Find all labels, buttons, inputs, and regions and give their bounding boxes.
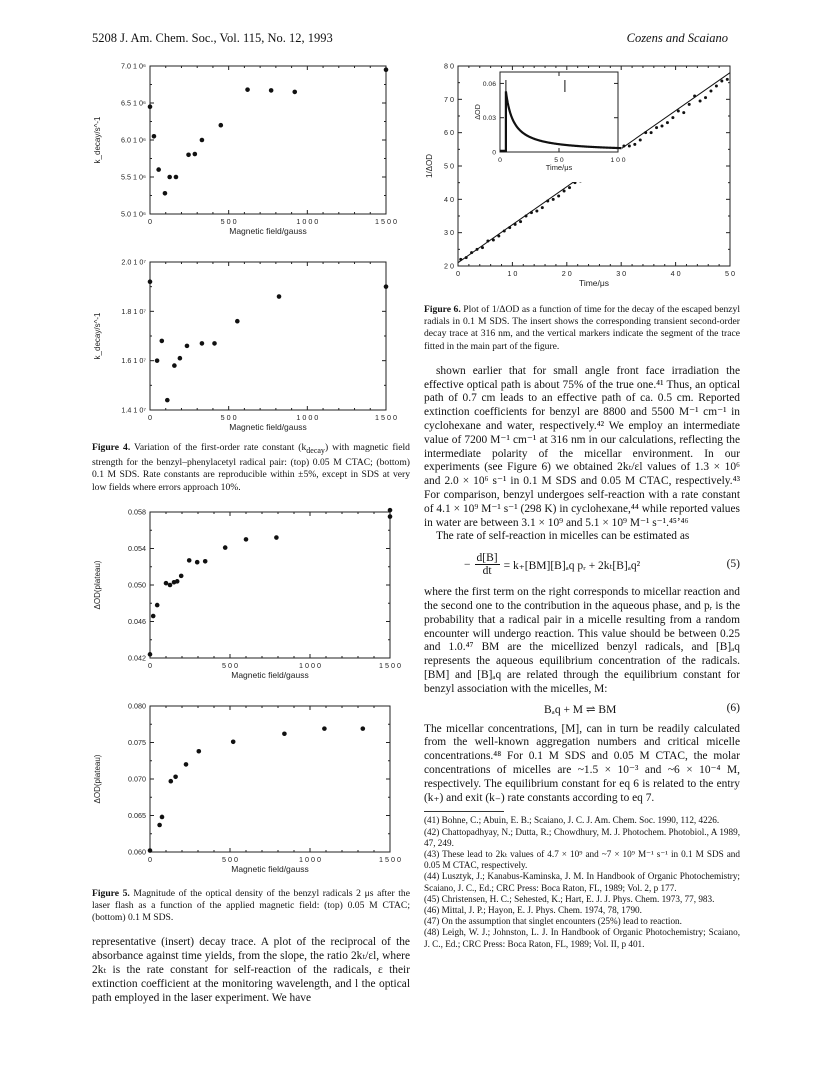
fig4-top-xtick-label: 1 5 0 0 [375, 217, 397, 227]
fig4-bottom-point [200, 341, 205, 346]
fig6-point [476, 248, 479, 251]
fig6-point [508, 226, 511, 229]
fig4-bottom-xtick-label: 0 [148, 413, 152, 423]
fig6-point [497, 235, 500, 238]
fig4-top-xtick-label: 0 [148, 217, 152, 227]
inset-ytick-label: 0.03 [482, 115, 496, 123]
fig4-top-point [200, 138, 205, 143]
fig5-bottom-point [231, 739, 236, 744]
fig6-xtick-label: 0 [456, 269, 460, 279]
fig6-xtick-label: 4 0 [670, 269, 681, 279]
fig4-bottom-point [384, 284, 389, 289]
fig4-top-point [167, 175, 172, 180]
equation-5: − $\frac{d[B]}{dt}$ = k₊[BM][B]ₐq pᵣ + 2kₜ[B]ₐq² (5) [464, 552, 740, 578]
fig5-bottom-ytick-label: 0.070 [128, 774, 146, 784]
figure-4-caption-text: Variation of the first-order rate constant (k [130, 442, 307, 453]
eq6-number: (6) [726, 701, 740, 714]
eq5-numerator: d[B] [476, 552, 498, 565]
figure-4-caption-text2: ) with magnetic field strength for the benzyl–phenylacetyl radical pair: (top) 0.05 M CTAC; (bottom) 0.1 M SDS. Rate constants are reproducible within ±5%, except in SDS at very low fields where errors approach 10%. [92, 442, 410, 493]
fig6-point [552, 198, 555, 201]
fig5-top-xtick-label: 1 5 0 0 [379, 660, 401, 670]
reference-44: (44) Lusztyk, J.; Kanabus-Kaminska, J. M. In Handbook of Organic Photochemistry; Scaiano, J. C., Ed.; CRC Press: Boca Raton, FL, 1989; Vol. 2, p 177. [424, 871, 740, 893]
fig5-top-xtick-label: 5 0 0 [222, 660, 238, 670]
fig4-top-ytick-label: 6.0 1 0⁶ [121, 135, 146, 145]
fig5-bottom-point [148, 848, 153, 853]
inset-xtick-label: 1 0 0 [610, 156, 626, 164]
fig5-bottom-ylabel: ΔOD(plateau) [93, 754, 102, 804]
reference-45: (45) Christensen, H. C.; Sehested, K.; Hart, E. J. J. Phys. Chem. 1973, 77, 983. [424, 893, 715, 904]
fig4-top-point [174, 175, 179, 180]
fig4-bottom-xtick-label: 1 0 0 0 [296, 413, 319, 423]
fig5-bottom-point [197, 749, 202, 754]
fig6-point [682, 111, 685, 114]
fig6-point [628, 145, 631, 148]
fig6-ytick-label: 5 0 [444, 161, 454, 171]
fig6-point [666, 121, 669, 124]
fig4-bottom-ytick-label: 1.4 1 0⁷ [121, 405, 146, 415]
fig4-bottom-point [148, 279, 153, 284]
fig6-xlabel: Time/μs [578, 278, 610, 288]
fig6-point [644, 131, 647, 134]
left-column [92, 58, 410, 1005]
fig4-bottom-xtick-label: 5 0 0 [220, 413, 237, 423]
figure-4-top-chart [92, 58, 410, 240]
inset-xlabel: Time/μs [545, 163, 573, 172]
figure-6-chart [424, 58, 740, 294]
fig4-top-xtick-label: 5 0 0 [220, 217, 237, 227]
running-header-left: 5208 J. Am. Chem. Soc., Vol. 115, No. 12, 1993 [92, 31, 333, 45]
fig4-top-xlabel: Magnetic field/gauss [229, 226, 307, 236]
fig6-point [519, 220, 522, 223]
fig5-top-point [187, 558, 192, 563]
fig5-bottom-point [361, 726, 366, 731]
reference-43: (43) These lead to 2kₜ values of 4.7 × 10⁹ and ~7 × 10⁹ M⁻¹ s⁻¹ in 0.1 M SDS and 0.05 M CTAC, respectively. [424, 848, 740, 871]
reference-46: (46) Mittal, J. P.; Hayon, E. J. Phys. Chem. 1974, 78, 1790. [424, 904, 642, 915]
fig4-top-point [219, 123, 224, 128]
fig4-top-point [186, 153, 191, 158]
fig4-top-ylabel: k_decay/s^-1 [93, 116, 102, 164]
fig6-point [671, 116, 674, 119]
figure-5-bottom-chart [92, 696, 410, 882]
fig6-point [465, 256, 468, 259]
reference-48: (48) Leigh, W. J.; Johnston, L. J. In Handbook of Organic Photochemistry; Scaiano, J. C., Ed.; CRC Press: Boca Raton, FL, 1989; Vol. II, p 401. [424, 927, 740, 949]
fig4-top-point [269, 88, 274, 93]
fig4-top-point [245, 87, 250, 92]
figure-5-caption-text: Magnitude of the optical density of the benzyl radicals 2 μs after the laser flash as a function of the applied magnetic field: (top) 0.05 M CTAC; (bottom) 0.1 M SDS. [92, 887, 410, 924]
fig6-point [557, 195, 560, 198]
fig4-bottom-point [235, 319, 240, 324]
fig4-bottom-xlabel: Magnetic field/gauss [229, 422, 307, 432]
fig6-xtick-label: 2 0 [561, 269, 572, 279]
figure-5-top-chart [92, 502, 410, 688]
reference-47: (47) On the assumption that singlet encounters (25%) lead to reaction. [424, 916, 682, 927]
fig6-point [693, 95, 696, 98]
fig6-point [470, 251, 473, 254]
figure-4-caption-sub: decay [306, 445, 325, 455]
body-paragraph-1: shown earlier that for small angle front face irradiation the effective optical path is about 75% of the true one.⁴¹ Thus, an optical path of 0.7 cm leads to an effective path of ca. 0.5 cm. Reported extinction coefficients for benzyl are 8800 and 5500 M⁻¹ cm⁻¹ in cyclohexane and water, respectively.⁴² We employ an intermediate value of 7200 M⁻¹ cm⁻¹ at 316 nm in our calculations, reflecting the intermediate polarity of the micellar environment. In our experiments (see Figure 6) we obtained 2kₜ/εl values of 1.3 × 10⁶ and 2.0 × 10⁶ s⁻¹ in 0.1 M SDS and 0.05 M CTAC, respectively.⁴³ For comparison, benzyl undergoes self-reaction with a rate constant of 4.1 × 10⁹ M⁻¹ s⁻¹ (298 K) in cyclohexane,⁴⁴ while reported values in water are between 3.1 × 10⁹ and 5.1 × 10⁹ M⁻¹ s⁻¹.⁴⁵ʼ⁴⁶ [424, 364, 740, 529]
fig5-bottom-point [282, 731, 287, 736]
fig6-point [715, 85, 718, 88]
figure-6-caption [424, 304, 740, 353]
fig4-top-ytick-label: 7.0 1 0⁶ [121, 61, 146, 71]
fig4-bottom-point [165, 398, 170, 403]
references [424, 815, 740, 949]
figure-5-label: Figure 5. [92, 887, 130, 899]
fig4-bottom-point [178, 356, 183, 361]
fig5-top-point [274, 535, 279, 540]
fig5-bottom-frame [150, 706, 390, 852]
fig5-bottom-xlabel: Magnetic field/gauss [231, 863, 309, 874]
fig6-point [650, 131, 653, 134]
fig5-top-point [175, 579, 180, 584]
fig5-top-point [195, 560, 200, 565]
fig4-top-ytick-label: 6.5 1 0⁶ [121, 98, 146, 108]
fig6-point [661, 125, 664, 128]
fig4-top-point [156, 167, 161, 172]
fig6-ytick-label: 3 0 [444, 228, 454, 238]
figure-4-label: Figure 4. [92, 442, 131, 453]
fig5-top-xtick-label: 1 0 0 0 [299, 660, 321, 670]
fig5-bottom-xtick-label: 1 5 0 0 [379, 854, 401, 864]
fig6-ytick-label: 4 0 [444, 194, 454, 204]
fig6-ylabel: 1/ΔOD [425, 153, 434, 179]
fig5-top-point [223, 545, 228, 550]
fig6-point [677, 110, 680, 113]
fig5-top-ytick-label: 0.058 [128, 507, 146, 517]
fig4-bottom-point [277, 294, 282, 299]
fig4-bottom-point [212, 341, 217, 346]
fig5-bottom-point [160, 814, 165, 819]
fig6-xtick-label: 3 0 [616, 269, 627, 279]
fig4-bottom-xtick-label: 1 5 0 0 [375, 413, 397, 423]
fig5-bottom-point [173, 774, 178, 779]
fig5-top-point [168, 582, 173, 587]
fig6-point [655, 126, 658, 129]
fig5-bottom-xtick-label: 1 0 0 0 [299, 854, 321, 864]
fig6-point [633, 143, 636, 146]
fig5-top-point [244, 537, 249, 542]
left-body-paragraph: representative (insert) decay trace. A plot of the reciprocal of the absorbance against time yields, from the slope, the ratio 2kₜ/εl, where 2kₜ is the rate constant for self-reaction of the radicals, ε their extinction coefficient at the monitoring wavelength, and l the optical path employed in the laser experiment. We have [92, 936, 410, 1004]
fig6-point [568, 186, 571, 189]
fig6-point [481, 246, 484, 249]
fig6-xtick-label: 5 0 [725, 269, 735, 279]
fig4-bottom-point [185, 344, 190, 349]
fig5-top-point [164, 581, 169, 586]
fig5-bottom-point [169, 779, 174, 784]
reference-42: (42) Chattopadhyay, N.; Dutta, R.; Chowdhury, M. J. Photochem. Photobiol., A 1989, 47, 249. [424, 826, 740, 848]
fig5-top-ytick-label: 0.046 [128, 616, 146, 626]
fig5-top-point [388, 508, 393, 513]
fig5-top-point [151, 613, 156, 618]
fig4-bottom-frame [150, 262, 386, 410]
fig5-top-point [179, 573, 184, 578]
fig6-ytick-label: 2 0 [444, 261, 454, 271]
fig5-bottom-ytick-label: 0.065 [128, 810, 146, 820]
fig6-point [541, 206, 544, 209]
fig4-bottom-ylabel: k_decay/s^-1 [93, 312, 102, 360]
fig4-top-point [384, 67, 389, 72]
fig5-top-ylabel: ΔOD(plateau) [93, 560, 102, 610]
fig6-point [535, 210, 538, 213]
fig6-point [704, 96, 707, 99]
fig6-point [699, 100, 702, 103]
fig5-bottom-point [322, 726, 327, 731]
inset-ylabel: ΔOD [473, 104, 482, 120]
fig4-top-xtick-label: 1 0 0 0 [296, 217, 319, 227]
right-column [424, 58, 740, 950]
fig6-point [514, 223, 517, 226]
fig4-bottom-ytick-label: 2.0 1 0⁷ [121, 257, 146, 267]
fig5-top-xtick-label: 0 [148, 660, 152, 670]
inset-ytick-label: 0.06 [482, 80, 496, 88]
fig5-bottom-xtick-label: 5 0 0 [222, 854, 238, 864]
fig4-top-ytick-label: 5.0 1 0⁶ [121, 209, 146, 219]
fig6-point [486, 240, 489, 243]
fig6-xtick-label: 1 0 [507, 269, 518, 279]
body-paragraph-3: where the first term on the right corresponds to micellar reaction and the second one to the contribution in the aqueous phase, and pᵣ is the probability that a radical pair in a micelle resulting from a random encounter will undergo reaction. This value should be between 0.25 and 1.0.⁴⁷ BM are the micellized benzyl radicals, and [B]ₐq represents the aqueous equilibrium concentration of the radicals. [BM] and [B]ₐq are related through the equilibrium constant for benzyl association with the micelles, M: [424, 586, 740, 695]
fig4-top-point [163, 191, 168, 196]
fig4-bottom-point [155, 358, 160, 363]
fig4-top-point [152, 134, 157, 139]
fig6-point [459, 258, 462, 261]
inset-xtick-label: 5 0 [554, 156, 564, 164]
fig6-point [525, 215, 528, 218]
inset-ytick-label: 0 [492, 149, 496, 157]
fig6-ytick-label: 8 0 [444, 61, 454, 71]
fig5-top-point [203, 559, 208, 564]
fig4-bottom-point [160, 339, 165, 344]
fig4-bottom-point [172, 363, 177, 368]
reference-41: (41) Bohne, C.; Abuin, E. B.; Scaiano, J. C. J. Am. Chem. Soc. 1990, 112, 4226. [424, 815, 720, 826]
fig6-point [709, 90, 712, 93]
fig6-point [530, 211, 533, 214]
fig6-point [720, 80, 723, 83]
fig5-bottom-ytick-label: 0.060 [128, 847, 146, 857]
fig5-top-frame [150, 512, 390, 658]
body-paragraph-4: The micellar concentrations, [M], can in turn be readily calculated from the well-known aggregation numbers and critical micelle concentrations.⁴⁸ For 0.1 M SDS and 0.05 M CTAC, the molar concentrations of micelles are ~1.5 × 10⁻³ and ~6 × 10⁻⁴ M, respectively. The equilibrium constant for eq 6 is related to the entry (k₊) and exit (k₋) rate constants according to eq 7. [424, 722, 740, 804]
fig4-bottom-ytick-label: 1.6 1 0⁷ [121, 356, 146, 366]
body-paragraph-2: The rate of self-reaction in micelles can be estimated as [436, 530, 690, 543]
figure-6-label: Figure 6. [424, 304, 461, 315]
fig6-ytick-label: 6 0 [444, 128, 454, 138]
figure-5-caption [92, 888, 410, 925]
fig5-bottom-point [157, 822, 162, 827]
fig4-top-point [148, 104, 153, 109]
fig4-top-point [292, 90, 297, 95]
figure-4-bottom-chart [92, 254, 410, 436]
fig5-top-point [155, 602, 160, 607]
eq5-rhs: = k₊[BM][B]ₐq pᵣ + 2kₜ[B]ₐq² [503, 559, 641, 572]
running-header-right: Cozens and Scaiano [626, 31, 728, 45]
fig4-top-point [193, 152, 198, 157]
equation-6 [424, 697, 740, 723]
fig5-top-xlabel: Magnetic field/gauss [231, 669, 309, 680]
fig5-top-ytick-label: 0.054 [128, 543, 146, 553]
fig6-ytick-label: 7 0 [444, 94, 454, 104]
eq5-denominator: dt [482, 565, 492, 578]
fig5-top-ytick-label: 0.042 [128, 653, 146, 663]
fig4-top-ytick-label: 5.5 1 0⁶ [121, 172, 146, 182]
fig5-bottom-xtick-label: 0 [148, 854, 152, 864]
fig5-top-point [148, 652, 153, 657]
fig6-point [688, 103, 691, 106]
fig6-point [622, 145, 625, 148]
figure-4-caption [92, 442, 410, 494]
figure-6-caption-text: Plot of 1/ΔOD as a function of time for the decay of the escaped benzyl radials in 0.1 M SDS. The insert shows the corresponding transient second-order decay trace at 316 nm, and the vertical markers indicate the segment of the trace fitted in the main part of the figure. [424, 304, 740, 352]
fig6-point [563, 190, 566, 193]
eq6-expression: Bₐq + M ⇌ BM [544, 703, 617, 716]
fig5-bottom-ytick-label: 0.075 [128, 737, 146, 747]
fig5-top-point [388, 514, 393, 519]
fig6-point [546, 200, 549, 203]
fig6-point [726, 78, 729, 81]
inset-xtick-label: 0 [498, 156, 502, 164]
fig4-top-frame [150, 66, 386, 214]
fig5-top-ytick-label: 0.050 [128, 580, 146, 590]
fig5-bottom-ytick-label: 0.080 [128, 701, 146, 711]
eq5-number: (5) [726, 558, 740, 571]
fig4-bottom-ytick-label: 1.8 1 0⁷ [121, 306, 146, 316]
fig6-point [503, 230, 506, 233]
fig5-bottom-point [184, 762, 189, 767]
fig6-point [639, 139, 642, 142]
references-rule [424, 811, 504, 812]
fig6-point [492, 239, 495, 242]
